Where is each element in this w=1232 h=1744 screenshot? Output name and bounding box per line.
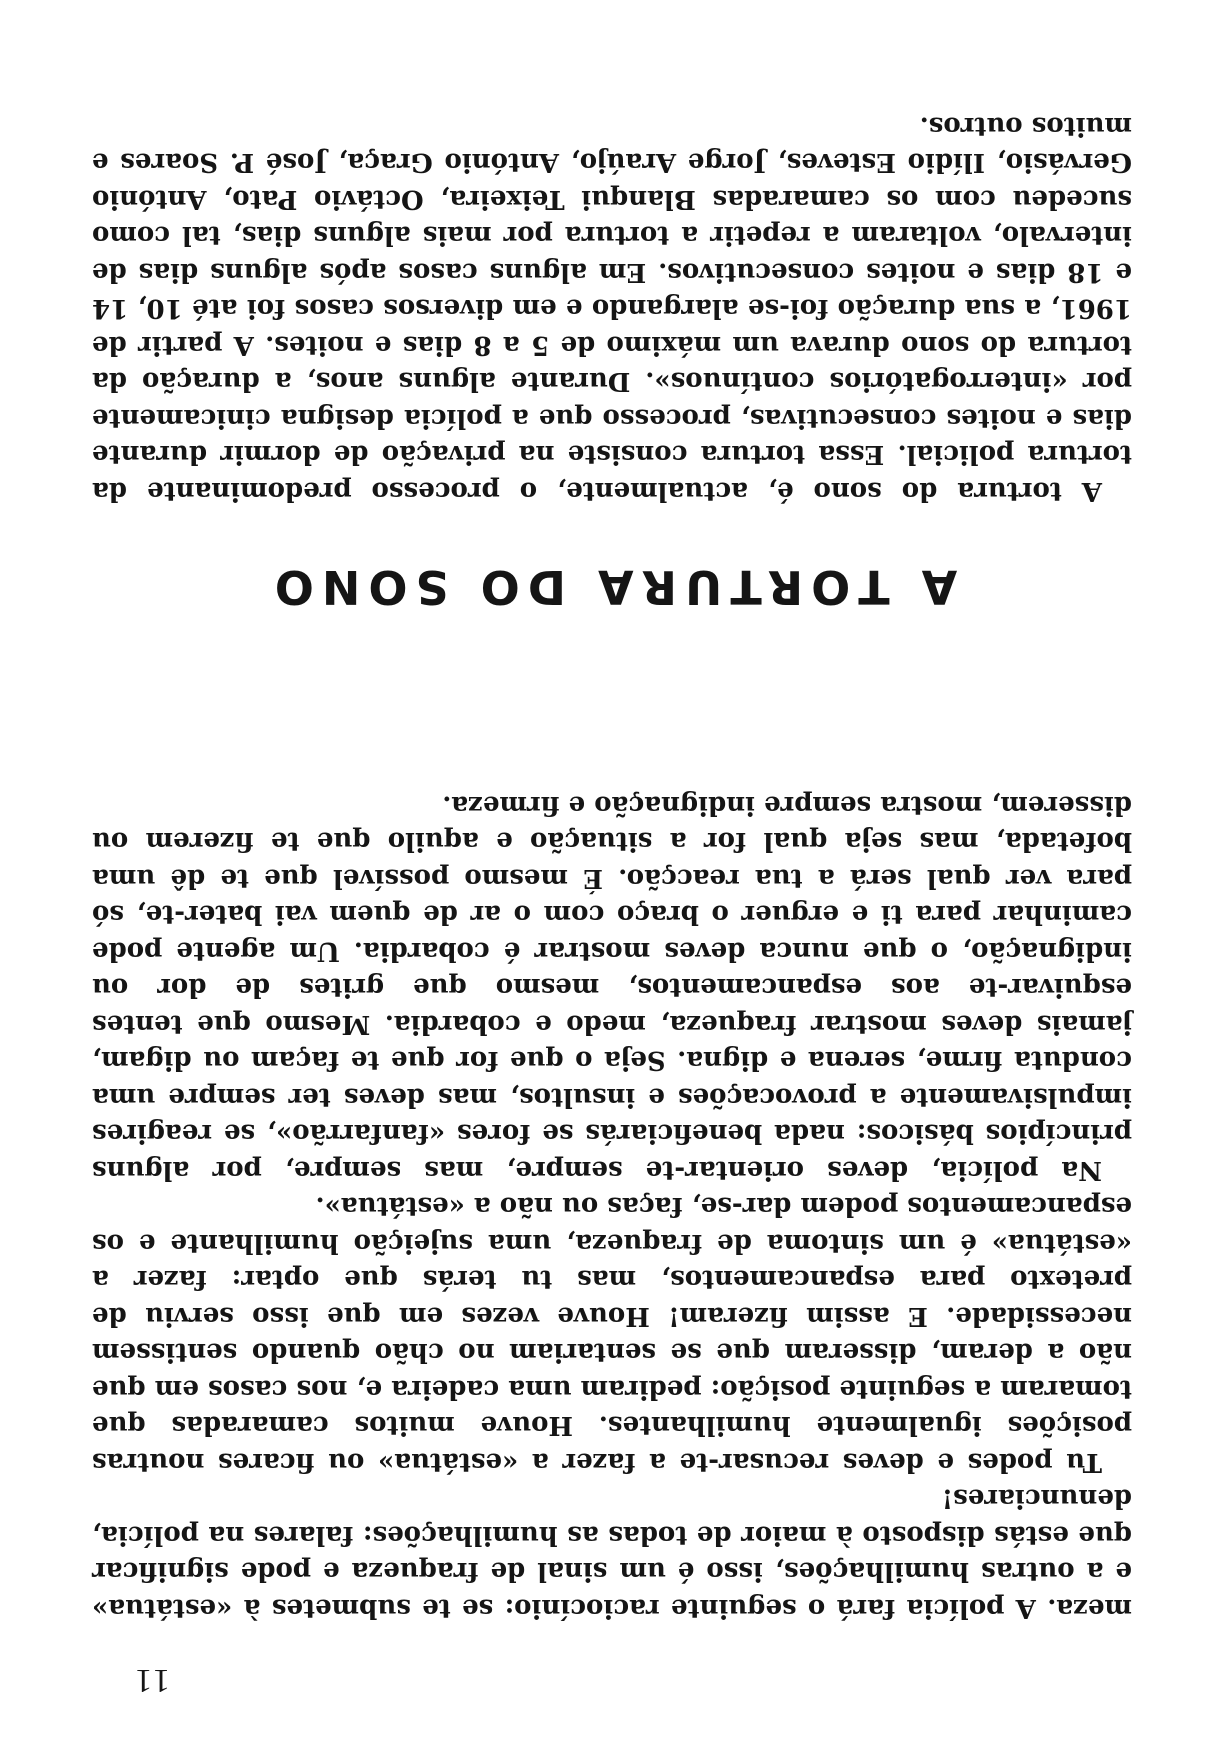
text-block-two xyxy=(92,108,1132,510)
section-title: A TORTURA DO SONO xyxy=(266,560,958,614)
paragraph: meza. A polícia fará o seguinte raciocínio: se te submetes à «estátua» e a outras humilhações, isso é um sinal de fraqueza e pode significar que estás disposto à maior de todas as humilhações: falares na polícia, denunciares! xyxy=(92,1483,1132,1623)
paragraph: Na polícia, deves orientar-te sempre, mas sempre, por alguns princípios básicos: nada beneficiarás se fores «fanfarrão», se reagires impulsivamente a provocações e insultos, mas deves ter sempre uma conduta firme, serena e digna. Seja o que for que te façam ou digam, jamais deves mostrar fraqueza, medo e cobardia. Mesmo que tentes esquivar-te aos espancamentos, mesmo que grites de dor ou indignação, o que nunca deves mostrar é cobardia. Um agente pode caminhar para ti e erguer o braço com o ar de quem vai bater-te, só para ver qual será a tua reacção. É mesmo possível que te dê uma bofetada, mas seja qual for a situação e aquilo que te fizerem ou disserem, mostra sempre indignação e firmeza. xyxy=(92,790,1132,1185)
paragraph: Tu podes e deves recusar-te a fazer a «estátua» ou ficares noutras posições igualmente humilhantes. Houve muitos camaradas que tomaram a seguinte posição: pediram uma cadeira e, nos casos em que não a deram, disseram que se sentariam no chão quando sentissem necessidade. E assim fizeram! Houve vezes em que isso serviu de pretexto para espancamentos, mas tu terás que optar: fazer a «estátua» é um sintoma de fraqueza, uma sujeição humilhante e os espancamentos podem dar-se, faças ou não a «estátua». xyxy=(92,1191,1132,1477)
page-number: 11 xyxy=(133,1662,170,1699)
text-block-one xyxy=(92,787,1132,1627)
paragraph: A tortura do sono é, actualmente, o processo predominante da tortura policial. Essa tortura consiste na privação de dormir durante dias e noites consecutivas, processo que a polícia designa cinicamente por «interrogatórios contínuos». Durante alguns anos, a duração da tortura do sono durava um máximo de 5 a 8 dias e noites. A partir de 1961, a sua duração foi-se alargando e em diversos casos foi até 10, 14 e 18 dias e noites consecutivos. Em alguns casos após alguns dias de intervalo, voltaram a repetir a tortura por mais alguns dias, tal como sucedeu com os camaradas Blanqui Teixeira, Octávio Pato, António Gervásio, Ilídio Esteves, Jorge Araújo, António Graça, José P. Soares e muitos outros. xyxy=(92,111,1132,506)
